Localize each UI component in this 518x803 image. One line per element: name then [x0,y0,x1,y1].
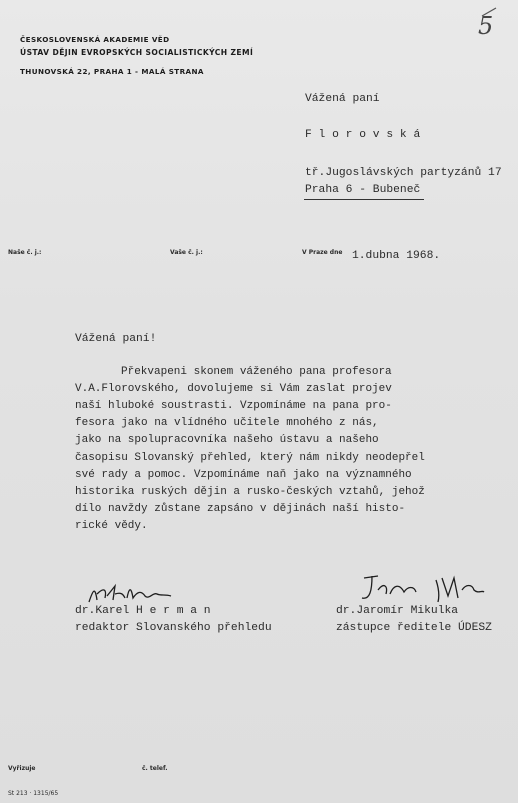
page-mark-stroke [480,6,500,20]
body-line: Překvapeni skonem váženého pana profesora [121,366,392,378]
body-line: jako na spolupracovníka našeho ústavu a našeho [75,434,379,446]
signatory-herman-role: redaktor Slovanského přehledu [75,622,272,634]
signature-mikulka [358,572,488,606]
body-line: rické vědy. [75,520,148,532]
letter-date: 1.dubna 1968. [352,250,441,262]
vyrizuje-label: Vyřizuje [8,765,36,772]
letter-greeting: Vážená paní! [75,333,157,345]
body-line: fesora jako na vlídného učitele mnohého z nás, [75,417,379,429]
letterhead-institute: ÚSTAV DĚJIN EVROPSKÝCH SOCIALISTICKÝCH ZEMÍ [20,48,254,57]
signatory-herman-name: dr.Karel H e r m a n [75,605,211,617]
body-line: V.A.Florovského, dovolujeme si Vám zaslat projev [75,383,392,395]
address-city: Praha 6 - Bubeneč [305,184,421,196]
address-salutation: Vážená paní [305,93,380,105]
body-line: historika ruských dějin a rusko-českých vztahů, jehož [75,486,425,498]
vase-cj-label: Vaše č. j.: [170,249,203,256]
body-line: dílo navždy zůstane zapsáno v dějinách naší histo- [75,503,406,515]
address-underline [304,199,424,200]
telef-label: č. telef. [142,765,168,772]
body-line: své rady a pomoc. Vzpomínáme naň jako na významného [75,469,412,481]
date-label: V Praze dne [302,249,343,256]
body-line: časopisu Slovanský přehled, který nám nikdy neodepřel [75,452,425,464]
signatory-mikulka-role: zástupce ředitele ÚDESZ [336,622,492,634]
nase-cj-label: Naše č. j.: [8,249,42,256]
address-name: F l o r o v s k á [305,129,421,141]
signatory-mikulka-name: dr.Jaromír Mikulka [336,605,459,617]
form-code: St 213 · 1315/65 [8,790,59,797]
letterhead-academy: ČESKOSLOVENSKÁ AKADEMIE VĚD [20,35,170,44]
letterhead-address: THUNOVSKÁ 22, PRAHA 1 - MALÁ STRANA [20,67,204,76]
body-line: naší hluboké soustrasti. Vzpomínáme na pana pro- [75,400,392,412]
address-street: tř.Jugoslávských partyzánů 17 [305,167,502,179]
page-number-mark: 5 [478,12,494,40]
